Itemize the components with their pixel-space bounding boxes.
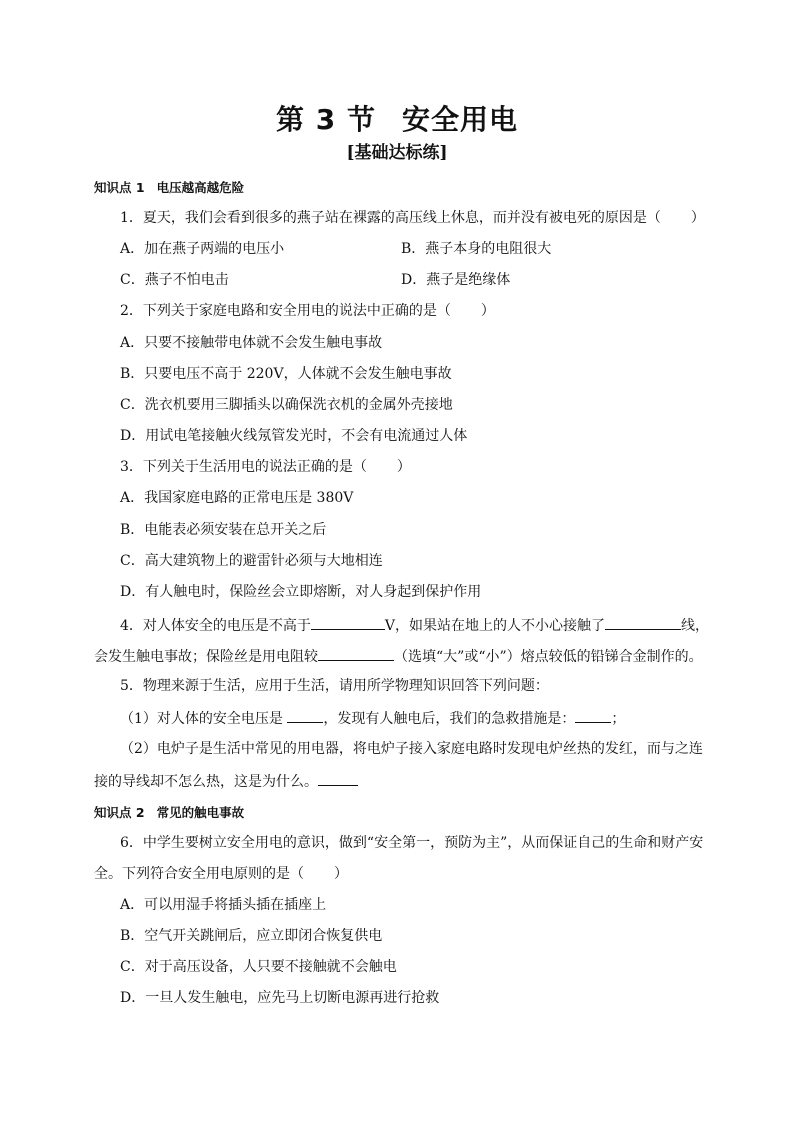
question-5-part-2-line-1: （2）电炉子是生活中常见的用电器，将电炉子接入家庭电路时发现电炉丝热的发红，而与之连 [120, 741, 703, 757]
question-1-option-d: D．燕子是绝缘体 [401, 272, 511, 288]
question-1-option-c: C．燕子不怕电击 [120, 272, 229, 288]
section-number: 第 3 节 [276, 103, 376, 136]
question-6-stem-line-1: 6．中学生要树立安全用电的意识，做到“安全第一，预防为主”，从而保证自己的生命和财产安 [120, 835, 704, 851]
answer-blank[interactable] [287, 708, 323, 723]
answer-blank[interactable] [318, 771, 358, 786]
question-6-option-d: D．一旦人发生触电，应先马上切断电源再进行抢救 [120, 990, 440, 1006]
answer-blank[interactable] [575, 708, 611, 723]
question-3-option-b: B．电能表必须安装在总开关之后 [120, 522, 327, 538]
question-4-line-2: 会发生触电事故；保险丝是用电阻较 （选填“大”或“小”）熔点较低的铅锑合金制作的。 [94, 646, 703, 666]
section-topic: 安全用电 [401, 103, 518, 136]
question-1-option-a: A．加在燕子两端的电压小 [120, 241, 285, 257]
answer-blank[interactable] [605, 615, 681, 630]
page-subtitle: [基础达标练] [346, 143, 448, 163]
question-5-stem: 5．物理来源于生活，应用于生活，请用所学物理知识回答下列问题： [120, 678, 549, 694]
question-3-option-a: A．我国家庭电路的正常电压是 380V [120, 490, 354, 506]
answer-blank[interactable] [311, 615, 385, 630]
question-4-line-1: 4．对人体安全的电压是不高于 V，如果站在地上的人不小心接触了 线， [120, 615, 709, 635]
question-2-option-c: C．洗衣机要用三脚插头以确保洗衣机的金属外壳接地 [120, 397, 453, 413]
question-5-part-2-line-2: 接的导线却不怎么热，这是为什么。 [94, 771, 358, 791]
question-2-option-b: B．只要电压不高于 220V，人体就不会发生触电事故 [120, 366, 452, 382]
question-3-option-d: D．有人触电时，保险丝会立即熔断，对人身起到保护作用 [120, 584, 482, 600]
question-1-stem: 1．夏天，我们会看到很多的燕子站在裸露的高压线上休息，而并没有被电死的原因是（ ） [120, 210, 705, 226]
question-2-option-d: D．用试电笔接触火线氖管发光时，不会有电流通过人体 [120, 428, 468, 444]
page-title [0, 98, 794, 138]
question-2-option-a: A．只要不接触带电体就不会发生触电事故 [120, 335, 383, 351]
knowledge-point-2-heading: 知识点 2 常见的触电事故 [94, 805, 245, 820]
question-6-stem-line-2: 全。下列符合安全用电原则的是（ ） [94, 866, 348, 882]
question-3-option-c: C．高大建筑物上的避雷针必须与大地相连 [120, 553, 383, 569]
knowledge-point-1-heading: 知识点 1 电压越高越危险 [94, 180, 245, 195]
answer-blank[interactable] [318, 646, 394, 661]
question-6-option-a: A．可以用湿手将插头插在插座上 [120, 897, 327, 913]
question-2-stem: 2．下列关于家庭电路和安全用电的说法中正确的是（ ） [120, 303, 495, 319]
question-1-option-b: B．燕子本身的电阻很大 [401, 241, 552, 257]
question-6-option-c: C．对于高压设备，人只要不接触就不会触电 [120, 959, 397, 975]
question-5-part-1: （1）对人体的安全电压是 ，发现有人触电后，我们的急救措施是： ； [120, 708, 625, 728]
question-3-stem: 3．下列关于生活用电的说法正确的是（ ） [120, 459, 411, 475]
question-6-option-b: B．空气开关跳闸后，应立即闭合恢复供电 [120, 928, 383, 944]
